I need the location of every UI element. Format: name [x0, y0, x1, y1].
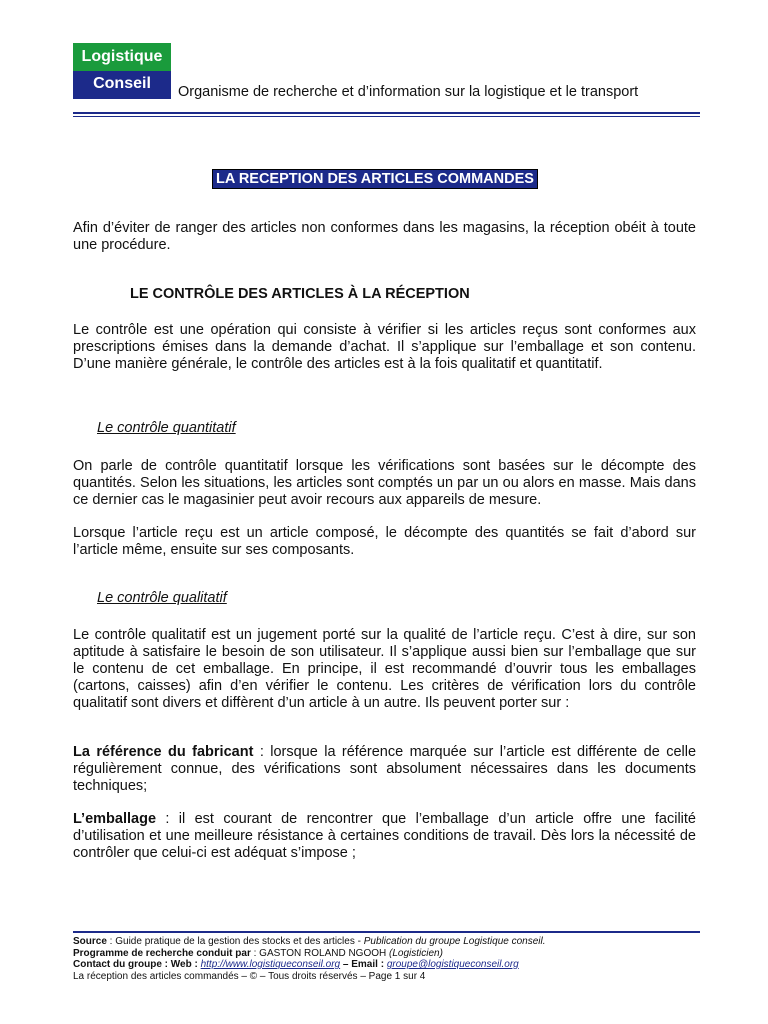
footer-source-text: : Guide pratique de la gestion des stocks et des articles -	[106, 936, 364, 947]
footer-email-label: – Email	[340, 959, 378, 970]
criterion-emballage-text: : il est courant de rencontrer que l’emballage d’un article offre une facilité d’utilisation et une meilleure résistance à certaines conditions de travail. Dès lors la nécessité de contrôler que celui-ci est adéquat s’impose ;	[73, 811, 696, 861]
footer-contact-label: Contact du groupe : Web	[73, 959, 192, 970]
header-divider	[73, 112, 700, 114]
intro-paragraph: Afin d’éviter de ranger des articles non conformes dans les magasins, la réception obéit à toute une procédure.	[73, 220, 696, 253]
footer-source	[73, 936, 546, 948]
header-tagline: Organisme de recherche et d’information sur la logistique et le transport	[178, 84, 639, 100]
criterion-reference-text: : lorsque la référence marquée sur l’article est différente de celle régulièrement connue, des vérifications sont absolument nécessaires dans les documents techniques;	[73, 744, 697, 794]
criterion-reference	[73, 744, 696, 795]
footer-contact: Contact du groupe : Web : http://www.logistiqueconseil.org – Email : groupe@logistiqueconseil.org	[73, 959, 519, 970]
footer	[73, 936, 546, 982]
subheading-quantitatif: Le contrôle quantitatif	[97, 420, 236, 436]
footer-email-link[interactable]: groupe@logistiqueconseil.org	[386, 959, 519, 970]
header-divider-thin	[73, 116, 700, 117]
subheading-qualitatif: Le contrôle qualitatif	[97, 590, 227, 606]
document-title: LA RECEPTION DES ARTICLES COMMANDES	[212, 169, 538, 189]
criterion-reference-label: La référence du fabricant	[73, 744, 254, 760]
footer-copyright: La réception des articles commandés – © – Tous droits réservés – Page 1 sur 4	[73, 970, 426, 982]
criterion-emballage-label: L’emballage	[73, 811, 157, 827]
logo	[73, 43, 171, 99]
qualitatif-paragraph: Le contrôle qualitatif est un jugement porté sur la qualité de l’article reçu. C’est à dire, sur son aptitude à satisfaire le besoin de son utilisateur. Il s’applique aussi bien sur l’emballage que sur le contenu de cet emballage. En principe, il est recommandé d’ouvrir tous les emballages (cartons, caisses) afin d’en vérifier le contenu. Les critères de vérification lors du contrôle qualitatif sont divers et diffèrent d’un article à un autre. Ils peuvent porter sur :	[73, 627, 696, 711]
footer-programme-text: : GASTON ROLAND NGOOH	[250, 947, 390, 959]
quantitatif-paragraph-1: On parle de contrôle quantitatif lorsque les vérifications sont basées sur le décompte des quantités. Selon les situations, les articles sont comptés un par un ou alors en masse. Mais dans ce dernier cas le magasinier peut avoir recours aux appareils de mesure.	[73, 458, 696, 508]
criterion-emballage	[73, 811, 696, 862]
section-heading: LE CONTRÔLE DES ARTICLES À LA RÉCEPTION	[130, 286, 470, 302]
footer-divider	[73, 931, 700, 933]
logo-line2: Conseil	[73, 71, 171, 99]
quantitatif-paragraph-2: Lorsque l’article reçu est un article composé, le décompte des quantités se fait d’abord sur l’article même, ensuite sur ses composants.	[73, 525, 696, 558]
footer-programme-label: Programme de recherche conduit par	[73, 947, 251, 959]
logo-line1: Logistique	[73, 43, 171, 71]
footer-programme-role: (Logisticien)	[389, 947, 443, 959]
footer-programme	[73, 948, 546, 960]
footer-source-publication: Publication du groupe Logistique conseil.	[363, 936, 546, 947]
footer-source-label: Source	[73, 936, 107, 947]
footer-web-link[interactable]: http://www.logistiqueconseil.org	[200, 959, 341, 970]
section-paragraph: Le contrôle est une opération qui consiste à vérifier si les articles reçus sont conformes aux prescriptions émises dans la demande d’achat. Il s’applique sur l’emballage et son contenu. D’une manière générale, le contrôle des articles est à la fois qualitatif et quantitatif.	[73, 322, 696, 372]
